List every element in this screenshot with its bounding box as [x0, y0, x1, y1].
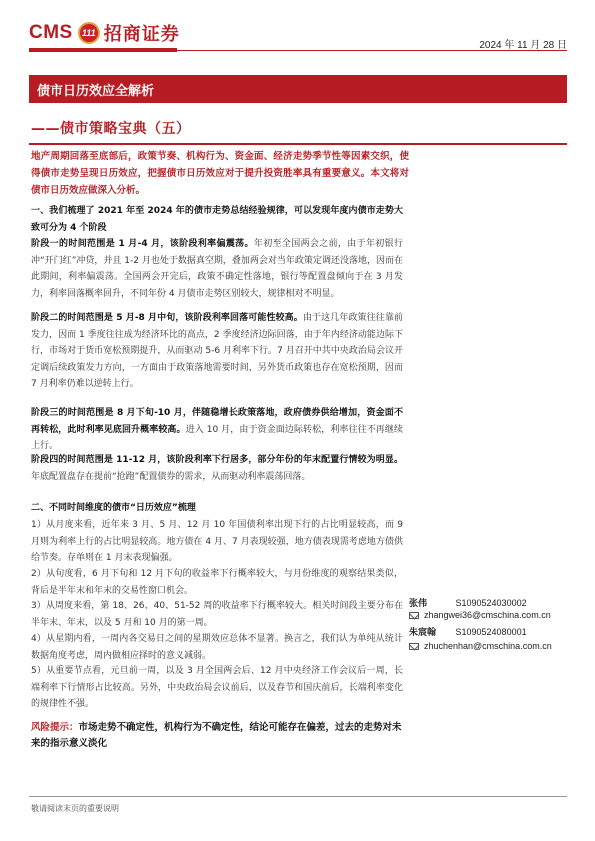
analyst-2-email[interactable]: zhuchenhan@cmschina.com.cn: [424, 641, 552, 651]
section-2-heading: [31, 500, 403, 517]
list-item-5: 5）从重要节点看，元旦前一周，以及 3 月全国两会后、12 月中央经济工作会议后一周，长端利率下行情形占比较高。另外，中央政治局会议前后，以及春节和国庆前后，长端利率变化的规律性不强。: [31, 666, 403, 709]
footer-rule: [29, 796, 567, 797]
analyst-1-email[interactable]: zhangwei36@cmschina.com.cn: [424, 610, 551, 620]
analyst-2-email-row: [409, 641, 552, 651]
header-thick-rule: [29, 48, 177, 52]
title-banner: [29, 75, 567, 103]
list-item-1: 1）从月度来看，近年来 3 月、5 月、12 月 10 年国债利率出现下行的占比明显较高，而 9 月则为利率上行的占比明显较高。地方债在 4 月、7 月表现较强，地方债表现需考虑地方债供给节奏。存单则在 1 月末表现偏强。: [31, 520, 403, 563]
phase-4-paragraph: [31, 452, 403, 485]
report-subtitle: ——债市策略宝典（五）: [31, 121, 191, 137]
subtitle-rule: [29, 143, 567, 145]
report-title: 债市日历效应全解析: [37, 84, 155, 99]
phase-3-lead: 阶段三的时间范围是 8 月下旬-10 月，伴随稳增长政策落地，政府债券供给增加，资金面不再转松，此时利率见底回升概率较高。: [31, 408, 403, 435]
abstract-paragraph: 地产周期回落至底部后，政策节奏、机构行为、资金面、经济走势季节性等因素交织，使得债市走势呈现日历效应，把握债市日历效应对于提升投资胜率具有重要意义。本文将对债市日历效应做深入分析。: [31, 151, 409, 196]
phase-1-text: 年初至全国两会之前，由于年初银行冲“开门红”冲贷，并且 1-2 月也处于数据真空期，叠加两会对当年政策定调还没落地，因而在此期间，利率偏震荡。全国两会开完后，政策不确定性落地，银行等配置盘倾向于在 3 月发力，利率回落概率回升，不同年份 4 月债市走势区别较大，规律相对不明显。: [31, 239, 403, 299]
section-2-heading-text: 二、不同时间维度的债市“日历效应”梳理: [31, 503, 196, 513]
analyst-2-cert: S1090524080001: [455, 627, 527, 637]
list-item-2: 2）从旬度看，6 月下旬和 12 月下旬的收益率下行概率较大，与月份维度的观察结果类似，背后是半年末和年末的交易性窗口机会。: [31, 569, 403, 596]
analyst-1: [409, 596, 527, 609]
report-date: 2024 年 11 月 28 日: [479, 40, 567, 51]
analyst-2: [409, 625, 527, 638]
risk-label: 风险提示：: [31, 722, 79, 733]
phase-3-text: 进入 10 月，由于资金面边际转松，利率往往不再继续上行。: [31, 424, 403, 451]
email-icon: [409, 643, 419, 650]
phase-3-paragraph: [31, 405, 403, 455]
section-1-heading: [31, 203, 403, 236]
phase-4-lead: 阶段四的时间范围是 11-12 月，该阶段利率下行居多，部分年份的年末配置行情较为明显。: [31, 455, 403, 465]
risk-warning: [31, 720, 409, 752]
phase-1-lead: 阶段一的时间范围是 1 月-4 月，该阶段利率偏震荡。: [31, 239, 254, 249]
phase-2-lead: 阶段二的时间范围是 5 月-8 月中旬，该阶段利率回落可能性较高。: [31, 313, 303, 323]
phase-2-paragraph: [31, 310, 403, 393]
risk-text: 市场走势不确定性，机构行为不确定性，结论可能存在偏差，过去的走势对未来的指示意义淡化: [31, 722, 402, 749]
logo-badge-icon: 111: [78, 22, 100, 44]
phase-2-text: 由于这几年政策往往靠前发力，因而 1 季度往往成为经济环比的高点，2 季度经济边际回落，由于年内经济动能边际下行，市场对于货币宽松预期提升，从而驱动 5-6 月利率下行。7 月召开中共中央政治局会议开定调后续政策发力方向，一方面由于政策落地需要时间，另外货币政策也存在宽松预期，因而 7 月利率仍难以逆转上行。: [31, 313, 403, 389]
analyst-2-name: 朱宸翰: [409, 627, 437, 637]
analyst-1-name: 张伟: [409, 598, 428, 608]
analyst-1-cert: S1090524030002: [455, 598, 527, 608]
logo-cn-text: 招商证券: [103, 24, 180, 45]
list-item-3: 3）从周度来看，第 18、26、40、51-52 周的收益率下行概率较大。相关时间段主要分布在半年末、年末，以及 5 月和 10 月的第一周。: [31, 601, 403, 628]
phase-1-paragraph: [31, 236, 403, 302]
phase-4-text: 年底配置盘存在提前“抢跑”配置债券的需求，从而驱动利率震荡回落。: [31, 471, 311, 482]
analyst-1-email-row: [409, 610, 551, 620]
footer-note: 敬请阅读末页的重要说明: [31, 804, 119, 813]
list-item-4: 4）从星期内看，一周内各交易日之间的星期效应总体不显著。换言之，我们认为单纯从统计数据角度考虑，周内做相应择时的意义减弱。: [31, 634, 403, 661]
page-header: [0, 0, 595, 62]
logo-cms-text: CMS: [29, 22, 73, 43]
section-1-heading-text: 一、我们梳理了 2021 年至 2024 年的债市走势总结经验规律，可以发现年度内债市走势大致可分为 4 个阶段: [31, 206, 403, 233]
company-logo: [29, 20, 180, 46]
email-icon: [409, 612, 419, 619]
